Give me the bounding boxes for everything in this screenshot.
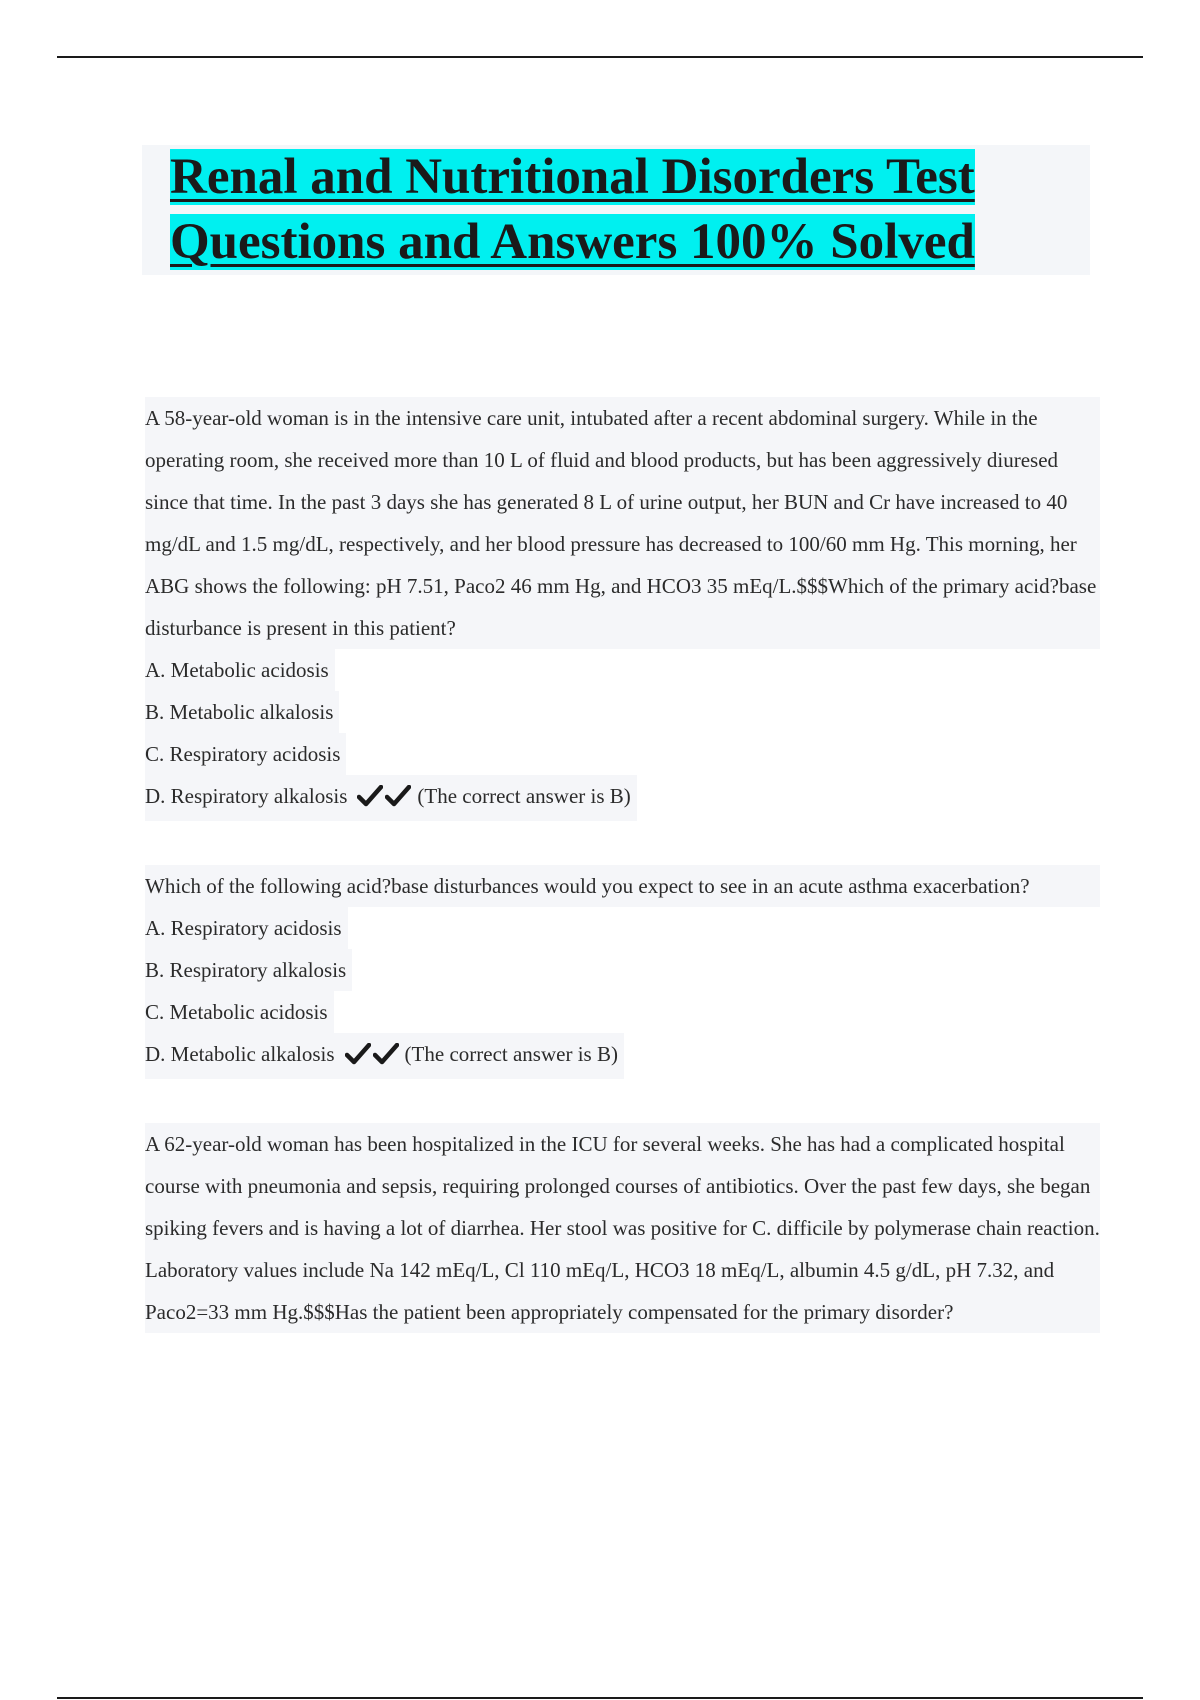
footer-rule <box>57 1697 1143 1699</box>
answer-option-last <box>145 775 637 821</box>
question-1 <box>145 397 1100 821</box>
answer-option: B. Respiratory alkalosis <box>145 949 352 991</box>
title-block <box>142 145 1090 275</box>
question-stem: A 62-year-old woman has been hospitalized in the ICU for several weeks. She has had a complicated hospital course with pneumonia and sepsis, requiring prolonged courses of antibiotics. Over the past few days, she began spiking fevers and is having a lot of diarrhea. Her stool was positive for C. difficile by polymerase chain reaction. Laboratory values include Na 142 mEq/L, Cl 110 mEq/L, HCO3 18 mEq/L, albumin 4.5 g/dL, pH 7.32, and Paco2=33 mm Hg.$$$Has the patient been appropriately compensated for the primary disorder? <box>145 1123 1100 1333</box>
correct-answer-note: (The correct answer is B) <box>404 1042 618 1066</box>
answer-option: C. Metabolic acidosis <box>145 991 334 1033</box>
question-stem: Which of the following acid?base disturbances would you expect to see in an acute asthma exacerbation? <box>145 865 1100 907</box>
double-checkmark-icon <box>345 1037 401 1079</box>
question-2 <box>145 865 1100 1079</box>
answer-option-label: D. Respiratory alkalosis <box>145 784 348 808</box>
answer-option: B. Metabolic alkalosis <box>145 691 339 733</box>
answer-option-label: D. Metabolic alkalosis <box>145 1042 335 1066</box>
answer-option: C. Respiratory acidosis <box>145 733 346 775</box>
document-body <box>145 397 1100 1377</box>
correct-answer-note: (The correct answer is B) <box>417 784 631 808</box>
question-3 <box>145 1123 1100 1333</box>
question-stem: A 58-year-old woman is in the intensive care unit, intubated after a recent abdominal surgery. While in the operating room, she received more than 10 L of fluid and blood products, but has been aggressively diuresed since that time. In the past 3 days she has generated 8 L of urine output, her BUN and Cr have increased to 40 mg/dL and 1.5 mg/dL, respectively, and her blood pressure has decreased to 100/60 mm Hg. This morning, her ABG shows the following: pH 7.51, Paco2 46 mm Hg, and HCO3 35 mEq/L.$$$Which of the primary acid?base disturbance is present in this patient? <box>145 397 1100 649</box>
answer-option: A. Respiratory acidosis <box>145 907 348 949</box>
double-checkmark-icon <box>357 779 413 821</box>
answer-option: A. Metabolic acidosis <box>145 649 335 691</box>
document-title-text: Renal and Nutritional Disorders Test Questions and Answers 100% Solved <box>170 149 975 270</box>
answer-option-last <box>145 1033 624 1079</box>
header-rule <box>57 56 1143 58</box>
document-title <box>170 145 1060 275</box>
